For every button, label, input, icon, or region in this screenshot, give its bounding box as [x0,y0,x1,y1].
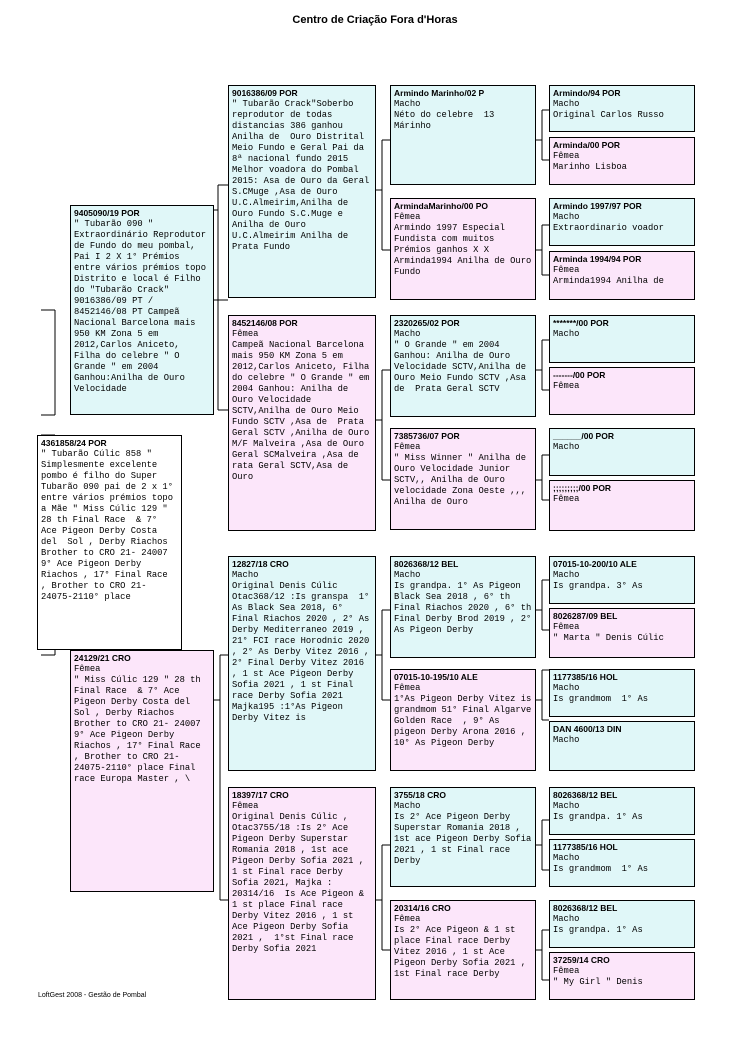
pedigree-box-ssss[interactable] [549,85,695,132]
pedigree-box-sdss[interactable] [549,315,695,363]
pedigree-box-sds[interactable] [390,315,536,417]
pedigree-box-sss[interactable] [390,85,536,185]
bird-description: " Tubarão Crack"Soberbo reprodutor de todas distancias 386 ganhou Anilha de Ouro Distrital Meio Fundo e Geral Pai da 8ª nacional fundo 2015 Melhor voadora do Pombal 2015: Asa de Ouro da Geral S.CMuge ,Asa de Ouro U.C.Almeirim,Anilha de Ouro Fundo S.C.Muge e Anilha de Ouro U.C.Almeirim Anilha de Prata Fundo [232,99,375,252]
sex-label: Fêmea [394,914,421,924]
ring-number: 1177385/16 HOL [553,672,618,682]
pedigree-box-ds[interactable] [228,556,376,771]
bird-description: Armindo 1997 Especial Fundista com muitos Prémios ganhos X X Arminda1994 Anilha de Ouro Fundo [394,223,537,277]
bird-description: Is grandpa. 1° As [553,812,643,822]
pedigree-box-ddd[interactable] [390,900,536,1000]
ring-number: 2320265/02 POR [394,318,460,328]
ring-number: ArmindaMarinho/00 PO [394,201,488,211]
pedigree-box-ddsd[interactable] [549,839,695,887]
ring-number: 12827/18 CRO [232,559,289,569]
sex-label: Fêmea [553,622,580,632]
sex-label: Macho [394,99,421,109]
pedigree-box-ddds[interactable] [549,900,695,948]
ring-number: ;;;;;;;;;/00 POR [553,483,612,493]
pedigree-box-sddd[interactable] [549,480,695,531]
page-title: Centro de Criação Fora d'Horas [292,14,458,26]
sex-label: Macho [394,801,421,811]
ring-number: 8026368/12 BEL [394,559,459,569]
pedigree-box-ddss[interactable] [549,787,695,835]
pedigree-box-sd[interactable] [228,315,376,531]
bird-description: Is grandpa. 1° As Pigeon Black Sea 2018 , 6° th Final Riachos 2020 , 6° th Final Derby Brod 2019 , 2° As Pigeon Derby [394,581,537,635]
bird-description: Campeã Nacional Barcelona mais 950 KM Zona 5 em 2012,Carlos Aniceto, Filha do celebre " O Grande " em 2004 Ganhou: Anilha de Ouro Velocidade SCTV,Anilha de Ouro Meio Fundo SCTV ,Asa de Prata Geral SCTV ,Anilha de Ouro M/F Malveira ,Asa de Ouro Geral SCMalveira ,Asa de rata Geral SCTV,Asa de Ouro [232,340,375,482]
pedigree-box-dsds[interactable] [549,669,695,717]
bird-description: " Miss Winner " Anilha de Ouro Velocidade Junior SCTV,, Anilha de Ouro velocidade Zona Oeste ,,, Anilha de Ouro [394,453,532,507]
sex-label: Fêmea [394,442,421,452]
bird-description: Is grandmom 1° As [553,864,649,874]
sex-label: Macho [553,914,580,924]
sex-label: Macho [553,212,580,222]
ring-number: 18397/17 CRO [232,790,289,800]
ring-number: Armindo/94 POR [553,88,621,98]
sex-label: Fêmea [553,494,580,504]
pedigree-box-subject[interactable] [37,435,182,650]
sex-label: Fêmea [553,966,580,976]
pedigree-box-dssd[interactable] [549,608,695,658]
ring-number: 07015-10-200/10 ALE [553,559,637,569]
sex-label: Fêmea [553,151,580,161]
bird-description: Original Carlos Russo [553,110,664,120]
bird-description: Original Denis Cúlic , Otac3755/18 :Is 2° Ace Pigeon Derby Superstar Romania 2018 , 1st ace Pigeon Derby Sofia 2021 , 1 st Final race Derby Sofia 2021, Majka : 20314/16 Is Ace Pigeon & 1 st place Final race Derby Vitez 2016 , 1 st Ace Pigeon Derby Sofia 2021 , 1°st Final race Derby Sofia 2021 [232,812,370,954]
ring-number: 8026368/12 BEL [553,790,618,800]
sex-label: Macho [232,570,259,580]
pedigree-box-dds[interactable] [390,787,536,887]
pedigree-box-sdd[interactable] [390,428,536,530]
bird-description: Néto do celebre 13 Márinho [394,110,500,131]
sex-label: Macho [394,329,421,339]
pedigree-box-sdds[interactable] [549,428,695,476]
bird-description: Arminda1994 Anilha de [553,276,664,286]
sex-label: Fêmea [232,801,259,811]
ring-number: 9016386/09 POR [232,88,298,98]
ring-number: 24129/21 CRO [74,653,131,663]
ring-number: Arminda 1994/94 POR [553,254,642,264]
bird-description: " O Grande " em 2004 Ganhou: Anilha de Ouro Velocidade SCTV,Anilha de Ouro Meio Fundo SCTV ,Asa de Prata Geral SCTV [394,340,532,394]
ring-number: Armindo 1997/97 POR [553,201,642,211]
ring-number: 7385736/07 POR [394,431,460,441]
bird-description: 1°As Pigeon Derby Vitez is grandmom 51° Final Algarve Golden Race , 9° As pigeon Derby Arona 2016 , 10° As Pigeon Derby [394,694,537,748]
bird-description: " My Girl " Denis [553,977,643,987]
pedigree-box-ssds[interactable] [549,198,695,246]
ring-number: Arminda/00 POR [553,140,621,150]
sex-label: Macho [553,570,580,580]
sex-label: Fêmea [553,265,580,275]
bird-description: Is grandpa. 3° As [553,581,643,591]
pedigree-box-ssdd[interactable] [549,251,695,300]
sex-label: Macho [394,570,421,580]
sex-label: Fêmea [232,329,259,339]
bird-description: Extraordinario voador [553,223,664,233]
sex-label: Fêmea [394,683,421,693]
sex-label: Macho [553,853,580,863]
sex-label: Macho [553,735,580,745]
ring-number: 8452146/08 POR [232,318,298,328]
ring-number: ______/00 POR [553,431,614,441]
sex-label: Fêmea [394,212,421,222]
sex-label: Macho [553,442,580,452]
bird-description: " Miss Cúlic 129 " 28 th Final Race & 7° Ace Pigeon Derby Costa del Sol , Derby Riachos Brother to CRO 21- 24007 9° Ace Pigeon Derby Riachos , 17° Final Race , Brother to CRO 21-24075-2110° place Final race Europa Master , \ [74,675,206,784]
bird-description: Original Denis Cúlic Otac368/12 :Is granspa 1° As Black Sea 2018, 6° Final Riachos 2020 , 2° As Derby Mediterraneo 2019 , 21° FCI race Horodnic 2020 , 2° As Derby Vitez 2016 , 2° Final Derby Vitez 2016 , 1 st Ace Pigeon Derby Sofia 2021 , 1 st Final race Derby Sofia 2021 Majka195 :1°As Pigeon Derby Vitez is [232,581,375,723]
pedigree-box-dsd[interactable] [390,669,536,771]
ring-number: 20314/16 CRO [394,903,451,913]
ring-number: Armindo Marinho/02 P [394,88,485,98]
bird-description: " Tubarão 090 " Extraordinário Reprodutor de Fundo do meu pombal, Pai I 2 X 1° Prémios entre vários prémios topo Distrito e local é Filho do "Tubarão Crack" 9016386/09 PT / 8452146/08 PT Campeã Nacional Barcelona mais 950 KM Zona 5 em 2012,Carlos Aniceto, Filha do celebre " O Grande " em 2004 Ganhou:Anilha de Ouro Velocidade [74,219,212,394]
ring-number: 8026287/09 BEL [553,611,618,621]
pedigree-box-dd[interactable] [228,787,376,1000]
pedigree-box-ss[interactable] [228,85,376,298]
sex-label: Fêmea [74,664,101,674]
bird-description: Is grandmom 1° As [553,694,649,704]
sex-label: Macho [553,329,580,339]
bird-description: " Marta " Denis Cúlic [553,633,664,643]
sex-label: Macho [553,99,580,109]
pedigree-box-dss[interactable] [390,556,536,658]
pedigree-box-dsdd[interactable] [549,721,695,771]
ring-number: 4361858/24 POR [41,438,107,448]
bird-description: Is grandpa. 1° As [553,925,643,935]
ring-number: 9405090/19 POR [74,208,140,218]
bird-description: Marinho Lisboa [553,162,627,172]
pedigree-box-ssd[interactable] [390,198,536,300]
ring-number: 37259/14 CRO [553,955,610,965]
pedigree-box-dam[interactable] [70,650,214,892]
pedigree-box-sssd[interactable] [549,137,695,185]
ring-number: 07015-10-195/10 ALE [394,672,478,682]
sex-label: Macho [553,801,580,811]
bird-description: Is 2° Ace Pigeon & 1 st place Final race Derby Vitez 2016 , 1 st Ace Pigeon Derby Sofia 2021 , 1st Final race Derby [394,925,532,979]
ring-number: 1177385/16 HOL [553,842,618,852]
pedigree-box-dddd[interactable] [549,952,695,1000]
ring-number: 3755/18 CRO [394,790,446,800]
ring-number: -------/00 POR [553,370,606,380]
sex-label: Macho [553,683,580,693]
bird-description: Is 2° Ace Pigeon Derby Superstar Romania 2018 , 1st ace Pigeon Derby Sofia 2021 , 1 st Final race Derby [394,812,537,866]
ring-number: 8026368/12 BEL [553,903,618,913]
ring-number: DAN 4600/13 DIN [553,724,622,734]
pedigree-box-sire[interactable] [70,205,214,415]
ring-number: *******/00 POR [553,318,609,328]
pedigree-box-sdsd[interactable] [549,367,695,415]
footer-credit: LoftGest 2008 - Gestão de Pombal [38,992,147,999]
sex-label: Fêmea [553,381,580,391]
pedigree-box-dsss[interactable] [549,556,695,604]
bird-description: " Tubarão Cúlic 858 " Simplesmente excelente pombo é filho do Super Tubarão 090 pai de 2 x 1° entre vários prémios topo a Mãe " Miss Cúlic 129 " 28 th Final Race & 7° Ace Pigeon Derby Costa del Sol , Derby Riachos Brother to CRO 21- 24007 9° Ace Pigeon Derby Riachos , 17° Final Race , Brother to CRO 21-24075-2110° place [41,449,179,602]
